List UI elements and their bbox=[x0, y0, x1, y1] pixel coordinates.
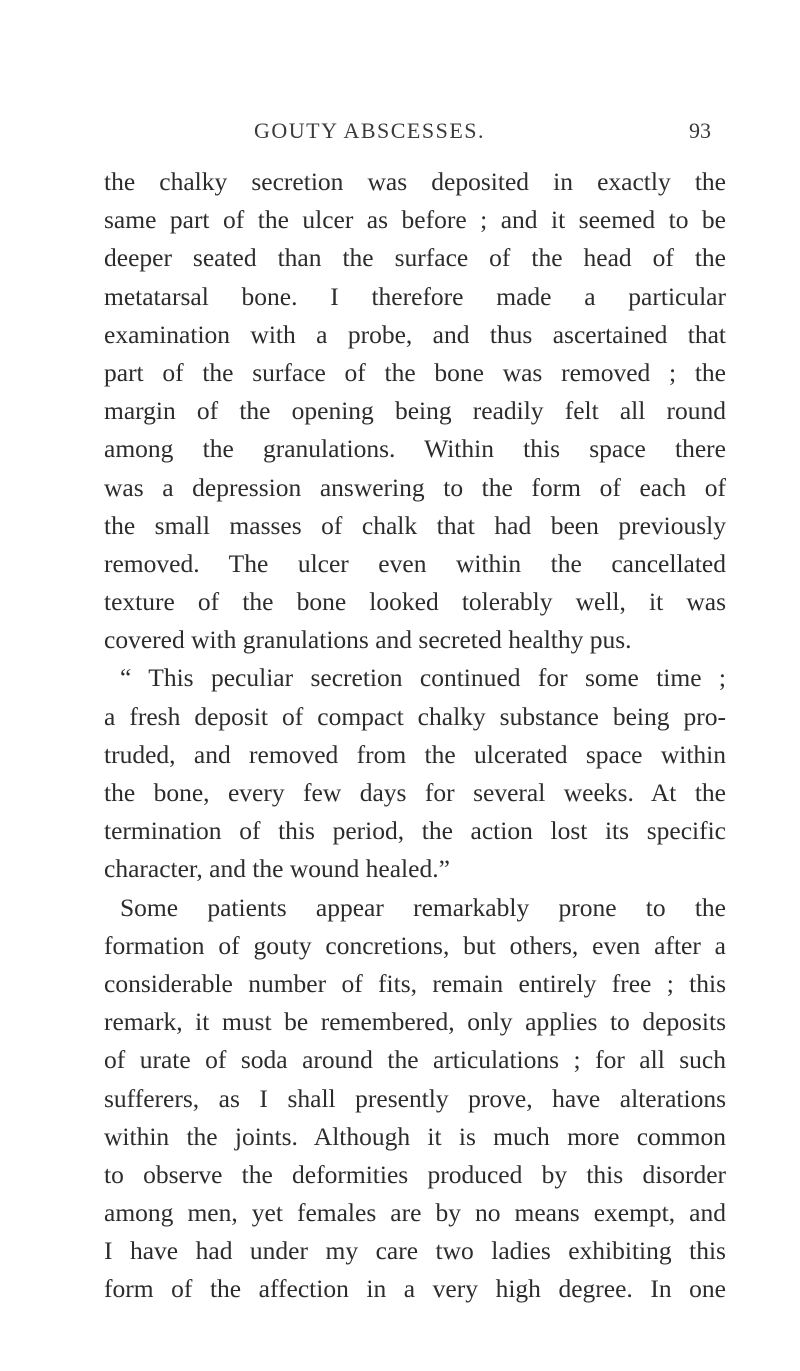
text-line: truded, and removed from the ulcerated space within bbox=[104, 739, 726, 769]
text-line: form of the affection in a very high degree. In one bbox=[104, 1274, 726, 1304]
running-title: GOUTY ABSCESSES. bbox=[254, 118, 486, 143]
text-line: the bone, every few days for several weeks. At the bbox=[104, 778, 726, 807]
text-line: the chalky secretion was deposited in exactly the bbox=[104, 167, 726, 196]
text-line: metatarsal bone. I therefore made a particular bbox=[104, 281, 726, 311]
text-line: part of the surface of the bone was removed ; the bbox=[104, 357, 726, 387]
text-line: within the joints. Although it is much more common bbox=[104, 1121, 726, 1151]
text-line: among men, yet females are by no means exempt, and bbox=[104, 1198, 726, 1228]
text-line: termination of this period, the action lost its specific bbox=[104, 816, 726, 846]
text-line: remark, it must be remembered, only applies to deposits bbox=[104, 1007, 726, 1037]
text-line: among the granulations. Within this space there bbox=[104, 434, 726, 464]
text-line: of urate of soda around the articulations ; for all such bbox=[104, 1045, 726, 1075]
text-line: margin of the opening being readily felt all round bbox=[104, 396, 726, 426]
text-line: a fresh deposit of compact chalky substance being pro- bbox=[104, 701, 726, 731]
text-line: was a depression answering to the form of each of bbox=[104, 472, 726, 502]
text-line: deeper seated than the surface of the head of the bbox=[104, 243, 726, 273]
text-line: sufferers, as I shall presently prove, have alterations bbox=[104, 1083, 726, 1113]
running-head bbox=[0, 114, 800, 154]
text-line: same part of the ulcer as before ; and it seemed to be bbox=[104, 205, 726, 235]
text-line: texture of the bone looked tolerably well, it was bbox=[104, 587, 726, 617]
body-text bbox=[104, 163, 726, 1309]
text-line: Some patients appear remarkably prone to the bbox=[120, 892, 726, 922]
text-line: to observe the deformities produced by this disorder bbox=[104, 1159, 726, 1189]
page-number: 93 bbox=[689, 118, 711, 143]
text-line: character, and the wound healed.” bbox=[104, 854, 450, 884]
text-line: “ This peculiar secretion continued for some time ; bbox=[120, 663, 726, 693]
text-line: I have had under my care two ladies exhibiting this bbox=[104, 1236, 726, 1266]
text-line: covered with granulations and secreted healthy pus. bbox=[104, 625, 632, 655]
text-line: removed. The ulcer even within the cancellated bbox=[104, 548, 726, 578]
text-line: formation of gouty concretions, but others, even after a bbox=[104, 930, 726, 960]
text-line: considerable number of fits, remain entirely free ; this bbox=[104, 968, 726, 998]
text-line: examination with a probe, and thus ascertained that bbox=[104, 319, 726, 349]
text-line: the small masses of chalk that had been previously bbox=[104, 510, 726, 540]
